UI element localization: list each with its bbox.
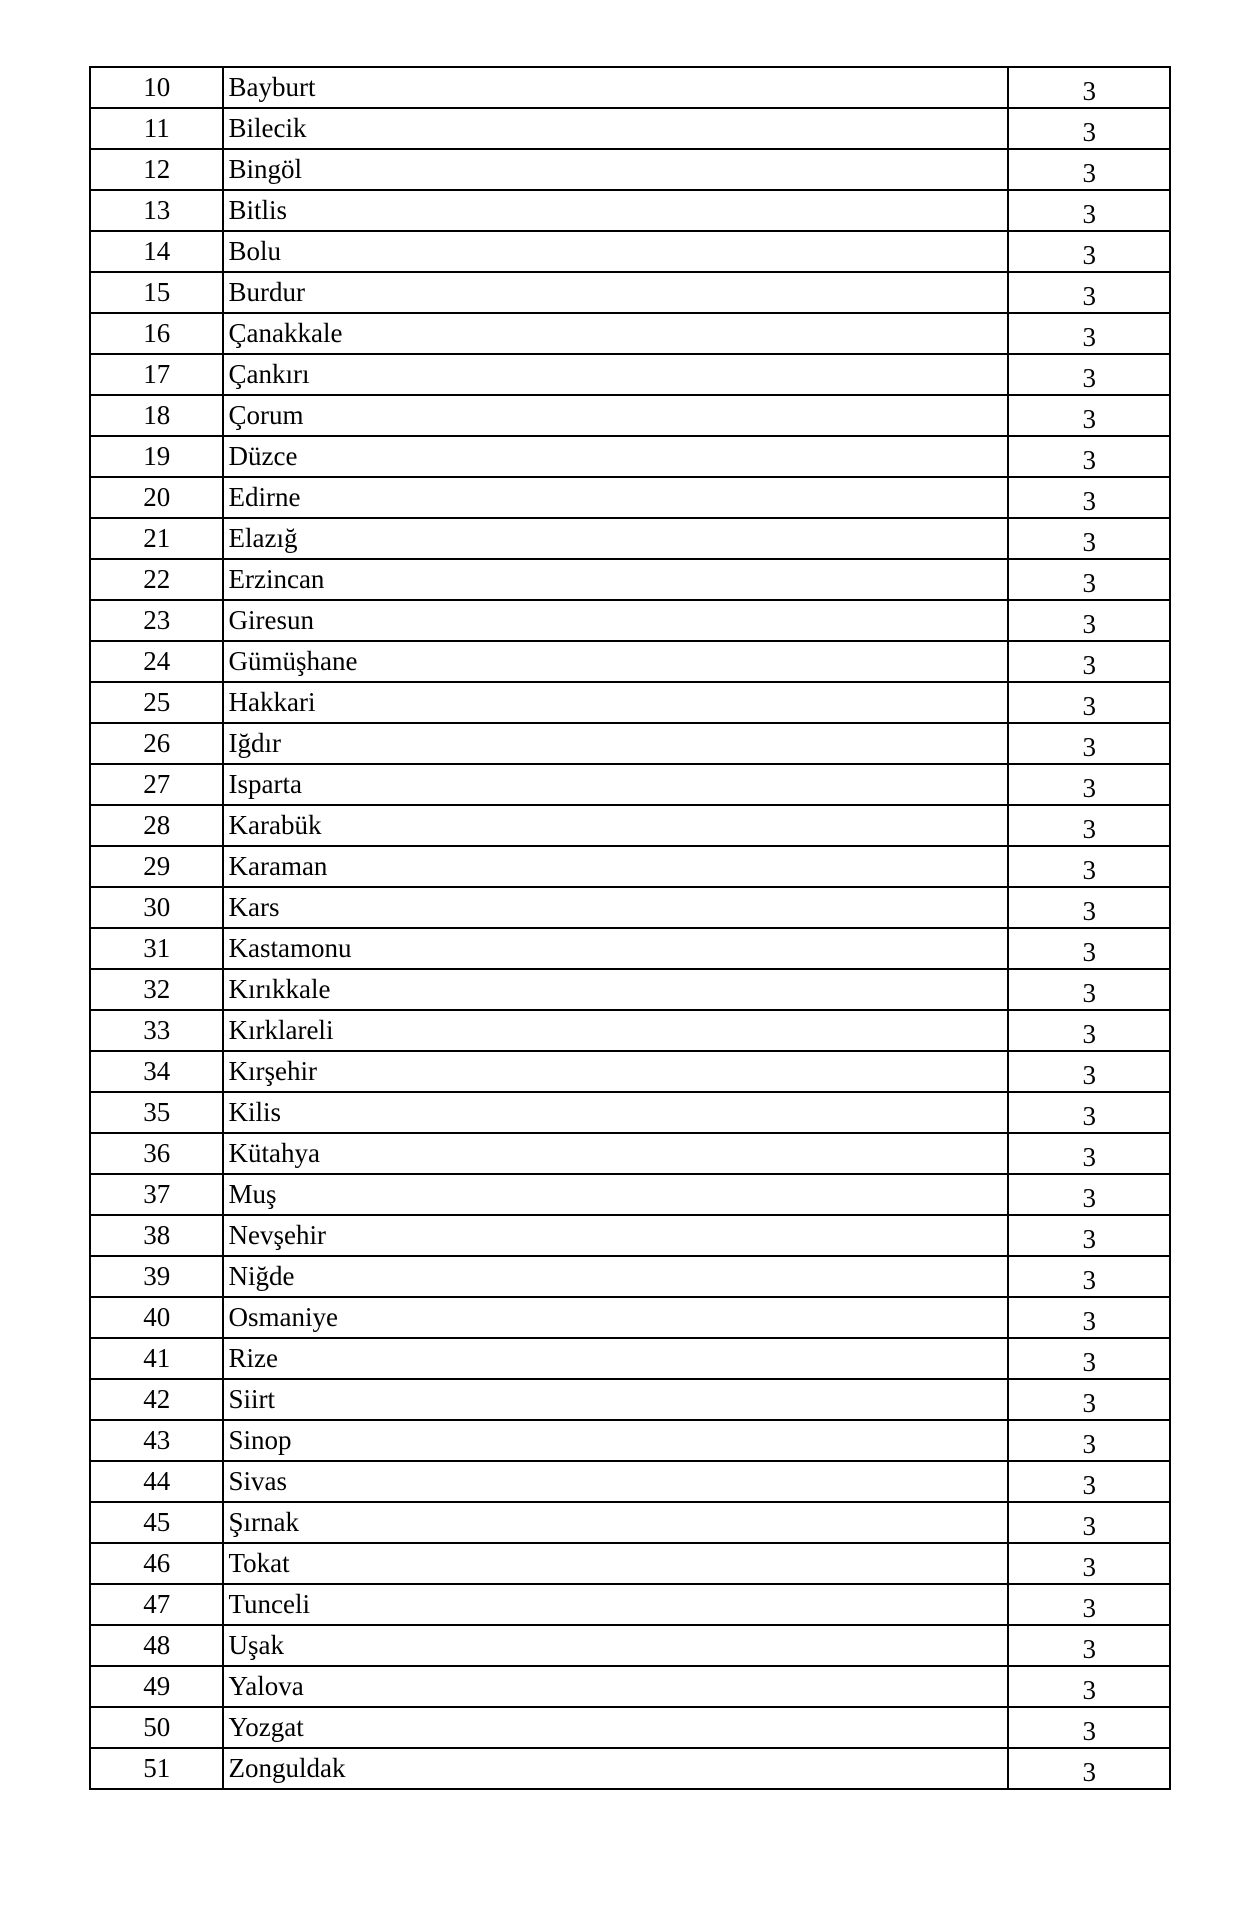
- row-number: 45: [90, 1502, 223, 1543]
- row-value: 3: [1008, 1543, 1170, 1584]
- table-row: [90, 1502, 1170, 1543]
- row-number: 28: [90, 805, 223, 846]
- province-name: Uşak: [223, 1625, 1008, 1666]
- row-number: 46: [90, 1543, 223, 1584]
- province-name: Sivas: [223, 1461, 1008, 1502]
- table-row: [90, 723, 1170, 764]
- table-row: [90, 1666, 1170, 1707]
- row-value: 3: [1008, 1256, 1170, 1297]
- row-number: 43: [90, 1420, 223, 1461]
- row-value: 3: [1008, 1420, 1170, 1461]
- table-row: [90, 1256, 1170, 1297]
- row-value: 3: [1008, 1051, 1170, 1092]
- province-name: Edirne: [223, 477, 1008, 518]
- table-row: [90, 1010, 1170, 1051]
- province-name: Gümüşhane: [223, 641, 1008, 682]
- row-number: 22: [90, 559, 223, 600]
- row-value: 3: [1008, 1748, 1170, 1789]
- table-row: [90, 518, 1170, 559]
- province-name: Bilecik: [223, 108, 1008, 149]
- province-name: Siirt: [223, 1379, 1008, 1420]
- row-number: 11: [90, 108, 223, 149]
- row-value: 3: [1008, 805, 1170, 846]
- province-name: Zonguldak: [223, 1748, 1008, 1789]
- row-number: 31: [90, 928, 223, 969]
- row-number: 21: [90, 518, 223, 559]
- table-row: [90, 313, 1170, 354]
- province-name: Isparta: [223, 764, 1008, 805]
- row-number: 10: [90, 67, 223, 108]
- row-number: 15: [90, 272, 223, 313]
- table-row: [90, 559, 1170, 600]
- province-name: Düzce: [223, 436, 1008, 477]
- row-value: 3: [1008, 846, 1170, 887]
- row-number: 24: [90, 641, 223, 682]
- table-row: [90, 149, 1170, 190]
- province-name: Karabük: [223, 805, 1008, 846]
- table-row: [90, 1051, 1170, 1092]
- row-number: 27: [90, 764, 223, 805]
- row-number: 14: [90, 231, 223, 272]
- province-name: Rize: [223, 1338, 1008, 1379]
- row-value: 3: [1008, 436, 1170, 477]
- province-name: Nevşehir: [223, 1215, 1008, 1256]
- row-number: 18: [90, 395, 223, 436]
- row-value: 3: [1008, 1338, 1170, 1379]
- row-number: 48: [90, 1625, 223, 1666]
- province-name: Giresun: [223, 600, 1008, 641]
- table-row: [90, 846, 1170, 887]
- province-name: Niğde: [223, 1256, 1008, 1297]
- row-number: 39: [90, 1256, 223, 1297]
- province-name: Yozgat: [223, 1707, 1008, 1748]
- row-value: 3: [1008, 600, 1170, 641]
- table-row: [90, 477, 1170, 518]
- province-name: Kastamonu: [223, 928, 1008, 969]
- row-number: 51: [90, 1748, 223, 1789]
- table-row: [90, 641, 1170, 682]
- row-number: 32: [90, 969, 223, 1010]
- row-value: 3: [1008, 272, 1170, 313]
- row-value: 3: [1008, 231, 1170, 272]
- table-row: [90, 764, 1170, 805]
- row-number: 41: [90, 1338, 223, 1379]
- row-value: 3: [1008, 1297, 1170, 1338]
- row-value: 3: [1008, 1502, 1170, 1543]
- row-value: 3: [1008, 67, 1170, 108]
- province-name: Kütahya: [223, 1133, 1008, 1174]
- row-value: 3: [1008, 559, 1170, 600]
- row-number: 35: [90, 1092, 223, 1133]
- table-row: [90, 67, 1170, 108]
- row-value: 3: [1008, 149, 1170, 190]
- table-row: [90, 1338, 1170, 1379]
- province-name: Burdur: [223, 272, 1008, 313]
- table-row: [90, 1461, 1170, 1502]
- province-name: Elazığ: [223, 518, 1008, 559]
- table-row: [90, 1379, 1170, 1420]
- row-number: 30: [90, 887, 223, 928]
- province-name: Çorum: [223, 395, 1008, 436]
- province-name: Kars: [223, 887, 1008, 928]
- row-value: 3: [1008, 1133, 1170, 1174]
- row-value: 3: [1008, 477, 1170, 518]
- province-table-body: [90, 67, 1170, 1789]
- row-value: 3: [1008, 928, 1170, 969]
- province-name: Karaman: [223, 846, 1008, 887]
- row-value: 3: [1008, 1707, 1170, 1748]
- table-row: [90, 395, 1170, 436]
- table-row: [90, 1625, 1170, 1666]
- province-name: Erzincan: [223, 559, 1008, 600]
- row-number: 40: [90, 1297, 223, 1338]
- province-name: Kırıkkale: [223, 969, 1008, 1010]
- row-number: 26: [90, 723, 223, 764]
- province-name: Tunceli: [223, 1584, 1008, 1625]
- row-value: 3: [1008, 1625, 1170, 1666]
- province-name: Sinop: [223, 1420, 1008, 1461]
- province-name: Kırşehir: [223, 1051, 1008, 1092]
- row-number: 16: [90, 313, 223, 354]
- row-number: 17: [90, 354, 223, 395]
- province-name: Osmaniye: [223, 1297, 1008, 1338]
- row-value: 3: [1008, 1461, 1170, 1502]
- province-name: Bingöl: [223, 149, 1008, 190]
- table-row: [90, 272, 1170, 313]
- row-value: 3: [1008, 764, 1170, 805]
- table-row: [90, 928, 1170, 969]
- row-value: 3: [1008, 723, 1170, 764]
- row-value: 3: [1008, 190, 1170, 231]
- row-number: 13: [90, 190, 223, 231]
- row-value: 3: [1008, 1174, 1170, 1215]
- row-number: 33: [90, 1010, 223, 1051]
- province-name: Hakkari: [223, 682, 1008, 723]
- province-name: Şırnak: [223, 1502, 1008, 1543]
- province-name: Tokat: [223, 1543, 1008, 1584]
- row-number: 29: [90, 846, 223, 887]
- province-name: Muş: [223, 1174, 1008, 1215]
- province-name: Bitlis: [223, 190, 1008, 231]
- row-number: 36: [90, 1133, 223, 1174]
- table-row: [90, 231, 1170, 272]
- table-row: [90, 805, 1170, 846]
- row-number: 47: [90, 1584, 223, 1625]
- row-value: 3: [1008, 1584, 1170, 1625]
- table-row: [90, 1707, 1170, 1748]
- row-value: 3: [1008, 1215, 1170, 1256]
- table-row: [90, 1584, 1170, 1625]
- row-value: 3: [1008, 313, 1170, 354]
- row-value: 3: [1008, 1092, 1170, 1133]
- province-name: Kırklareli: [223, 1010, 1008, 1051]
- row-value: 3: [1008, 969, 1170, 1010]
- province-table: [89, 66, 1171, 1790]
- row-number: 23: [90, 600, 223, 641]
- row-number: 44: [90, 1461, 223, 1502]
- province-name: Çankırı: [223, 354, 1008, 395]
- table-row: [90, 887, 1170, 928]
- province-name: Çanakkale: [223, 313, 1008, 354]
- province-name: Kilis: [223, 1092, 1008, 1133]
- table-row: [90, 354, 1170, 395]
- row-value: 3: [1008, 641, 1170, 682]
- row-number: 20: [90, 477, 223, 518]
- row-value: 3: [1008, 1666, 1170, 1707]
- row-number: 34: [90, 1051, 223, 1092]
- row-value: 3: [1008, 518, 1170, 559]
- row-value: 3: [1008, 887, 1170, 928]
- province-name: Yalova: [223, 1666, 1008, 1707]
- table-row: [90, 108, 1170, 149]
- table-row: [90, 1297, 1170, 1338]
- table-row: [90, 600, 1170, 641]
- row-number: 50: [90, 1707, 223, 1748]
- province-name: Bayburt: [223, 67, 1008, 108]
- table-row: [90, 682, 1170, 723]
- row-number: 19: [90, 436, 223, 477]
- row-value: 3: [1008, 108, 1170, 149]
- table-row: [90, 436, 1170, 477]
- table-row: [90, 1215, 1170, 1256]
- row-number: 49: [90, 1666, 223, 1707]
- table-row: [90, 1092, 1170, 1133]
- row-value: 3: [1008, 354, 1170, 395]
- table-row: [90, 1748, 1170, 1789]
- row-value: 3: [1008, 1379, 1170, 1420]
- province-name: Bolu: [223, 231, 1008, 272]
- row-number: 37: [90, 1174, 223, 1215]
- row-value: 3: [1008, 395, 1170, 436]
- table-row: [90, 1420, 1170, 1461]
- table-row: [90, 1543, 1170, 1584]
- row-number: 42: [90, 1379, 223, 1420]
- row-number: 12: [90, 149, 223, 190]
- table-row: [90, 1133, 1170, 1174]
- province-name: Iğdır: [223, 723, 1008, 764]
- table-row: [90, 1174, 1170, 1215]
- row-value: 3: [1008, 682, 1170, 723]
- row-value: 3: [1008, 1010, 1170, 1051]
- table-row: [90, 190, 1170, 231]
- row-number: 25: [90, 682, 223, 723]
- row-number: 38: [90, 1215, 223, 1256]
- table-row: [90, 969, 1170, 1010]
